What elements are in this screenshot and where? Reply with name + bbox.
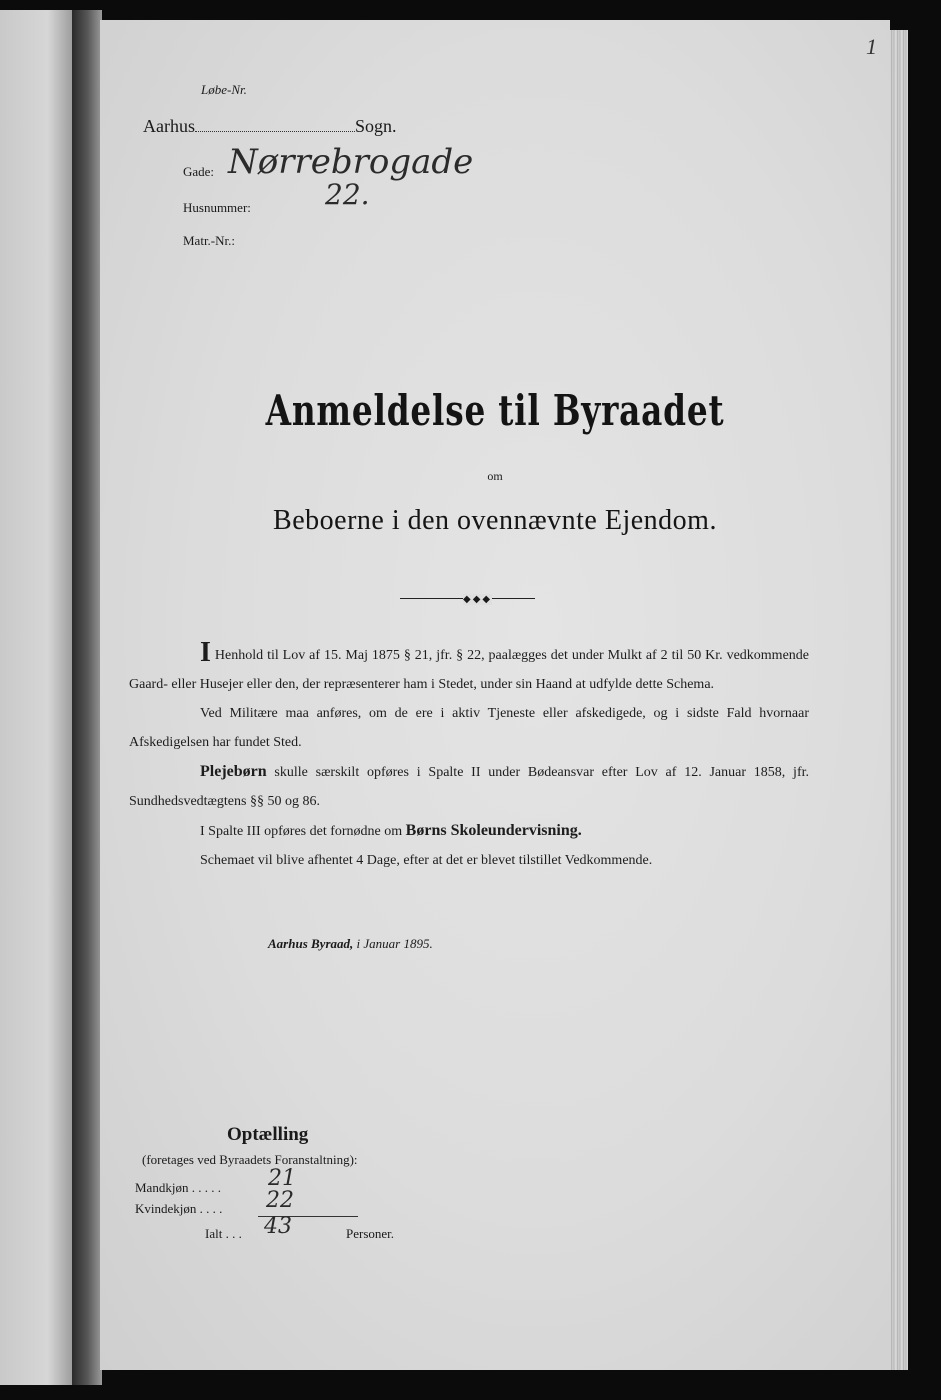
female-count-value: 22 (266, 1188, 294, 1213)
signature-line: Aarhus Byraad, i Januar 1895. (268, 936, 433, 951)
instructions-body (129, 638, 809, 875)
page-number-mark: 1 (866, 34, 877, 59)
count-subtitle: (foretages ved Byraadets Foranstaltning): (142, 1152, 358, 1167)
city-line (143, 116, 397, 137)
form-title: Anmeldelse til Byraadet (265, 386, 725, 435)
gade-label: Gade: (183, 164, 215, 179)
lobe-nr-label: Løbe-Nr. (201, 82, 247, 97)
female-count-label: Kvindekjøn . . . . (135, 1201, 223, 1216)
instruction-paragraph-5: Schemaet vil blive afhentet 4 Dage, efter at det er blevet tilstillet Vedkommende. (200, 853, 653, 868)
instruction-paragraph-2: Ved Militære maa anføres, om de ere i aktiv Tjeneste eller afskedigede, og i sidste Fald hvornaar Afskedigelsen har fundet Sted. (129, 706, 809, 750)
sogn-dotted-line (195, 119, 355, 132)
male-count-value: 21 (268, 1166, 296, 1191)
title-connector-om: om (487, 469, 503, 483)
book-gutter (72, 10, 102, 1385)
husnummer-handwritten-value: 22. (325, 178, 370, 211)
gade-handwritten-value: Nørrebrogade (228, 142, 474, 182)
husnummer-label: Husnummer: (183, 200, 251, 215)
instruction-paragraph-1: I Henhold til Lov af 15. Maj 1875 § 21, jfr. § 22, paalægges det under Mulkt af 2 til 50 Kr. vedkommende Gaard- eller Husejer eller den, der repræsenterer ham i Stedet, under sin Haand at udfylde dette Schema. (129, 637, 809, 692)
left-page-edge (0, 10, 80, 1385)
sogn-label: Sogn. (355, 116, 397, 136)
form-subtitle: Beboerne i den ovennævnte Ejendom. (273, 505, 717, 536)
persons-label: Personer. (346, 1226, 395, 1241)
city-label: Aarhus (143, 116, 195, 136)
instruction-paragraph-4: I Spalte III opføres det fornødne om Børns Skoleundervisning. (200, 822, 582, 839)
census-form-page (100, 20, 890, 1370)
drop-cap: I (200, 637, 211, 668)
count-title: Optælling (227, 1124, 309, 1145)
male-count-label: Mandkjøn . . . . . (135, 1180, 221, 1195)
instruction-paragraph-3: Plejebørn skulle særskilt opføres i Spalte II under Bødeansvar efter Lov af 12. Januar 1858, jfr. Sundhedsvedtægtens §§ 50 og 86. (129, 763, 809, 809)
total-count-value: 43 (264, 1214, 292, 1239)
ornamental-divider: ◆◆◆ (400, 594, 535, 604)
total-count-label: Ialt . . . (205, 1226, 242, 1241)
matr-nr-label: Matr.-Nr.: (183, 233, 235, 248)
